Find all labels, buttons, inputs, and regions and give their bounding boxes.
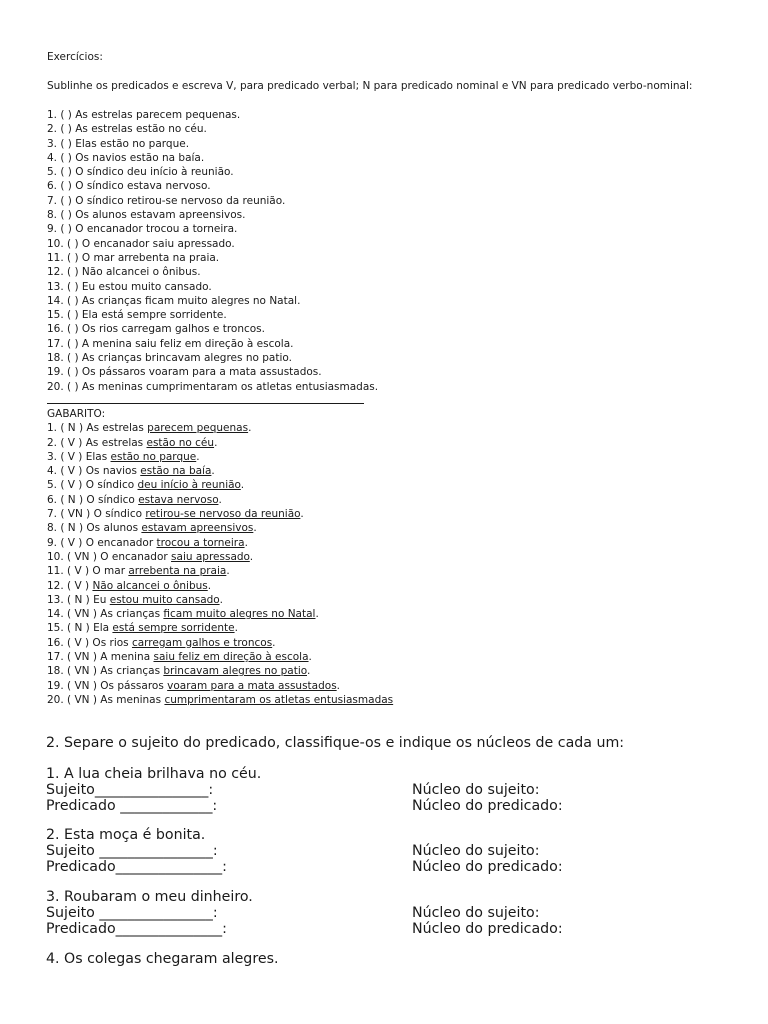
underlined-predicate: estão na baía [140,465,212,478]
gabarito-item [47,636,747,650]
underlined-predicate: saiu feliz em direção à escola [153,651,309,664]
question-3 [46,889,746,937]
underlined-predicate: estavam apreensivos [141,522,254,535]
list-item: 11. ( ) O mar arrebenta na praia. [47,251,220,264]
sujeito-field: Sujeito________________: [46,782,214,798]
answer-prefix: 2. ( V ) As estrelas [47,436,147,449]
answer-row [46,905,746,921]
underlined-predicate: estou muito cansado [109,593,220,606]
list-item: 4. ( ) Os navios estão na baía. [47,151,205,164]
exercises-title: Exercícios: [47,51,103,63]
answer-prefix: 18. ( VN ) As crianças [47,665,164,678]
answer-row [46,782,746,798]
answer-suffix: . [226,565,230,578]
list-item: 8. ( ) Os alunos estavam apreensivos. [47,209,246,222]
nucleo-sujeito-label: Núcleo do sujeito: [412,843,540,859]
answer-suffix: . [218,493,222,506]
gabarito-item [47,521,747,535]
gabarito-list [47,421,747,707]
answer-prefix: 1. ( N ) As estrelas [47,422,148,435]
underlined-predicate: estão no céu [146,436,215,449]
gabarito-section [47,407,747,707]
underlined-predicate: está sempre sorridente [112,622,235,635]
list-item: 2. ( ) As estrelas estão no céu. [47,123,207,136]
predicado-field: Predicado _____________: [46,798,218,814]
answer-prefix: 5. ( V ) O síndico [47,479,138,492]
nucleo-predicado-label: Núcleo do predicado: [412,921,563,937]
predicado-field: Predicado_______________: [46,921,227,937]
answer-suffix: . [248,422,252,435]
underlined-predicate: ficam muito alegres no Natal [163,608,316,621]
list-item: 16. ( ) Os rios carregam galhos e troncos. [47,323,265,336]
gabarito-item [47,621,747,635]
section-divider [47,403,364,404]
gabarito-item [47,664,747,678]
underlined-predicate: carregam galhos e troncos [131,636,273,649]
gabarito-item [47,478,747,492]
answer-row [46,798,746,814]
list-item: 14. ( ) As crianças ficam muito alegres no Natal. [47,294,301,307]
question-sentence: 3. Roubaram o meu dinheiro. [46,889,253,905]
list-item: 5. ( ) O síndico deu início à reunião. [47,166,234,179]
list-item: 12. ( ) Não alcancei o ônibus. [47,266,201,279]
answer-prefix: 13. ( N ) Eu [47,593,110,606]
predicado-field: Predicado_______________: [46,859,227,875]
nucleo-sujeito-label: Núcleo do sujeito: [412,782,540,798]
gabarito-item [47,650,747,664]
gabarito-item [47,550,747,564]
answer-prefix: 4. ( V ) Os navios [47,465,141,478]
list-item: 9. ( ) O encanador trocou a torneira. [47,223,238,236]
answer-suffix: . [249,550,254,563]
answer-suffix: . [207,579,212,592]
nucleo-sujeito-label: Núcleo do sujeito: [412,905,540,921]
exercise2-title: 2. Separe o sujeito do predicado, classifique-os e indique os núcleos de cada um: [46,735,625,751]
gabarito-item [47,579,747,593]
answer-suffix: . [336,679,341,692]
question-1 [46,766,746,814]
answer-suffix: . [272,636,276,649]
gabarito-item [47,564,747,578]
sujeito-field: Sujeito ________________: [46,843,218,859]
answer-prefix: 9. ( V ) O encanador [47,536,157,549]
answer-prefix: 17. ( VN ) A menina [47,651,154,664]
exercise-instruction: Sublinhe os predicados e escreva V, para predicado verbal; N para predicado nominal e VN para predicado verbo-nominal: [47,80,693,92]
underlined-predicate: retirou-se nervoso da reunião [145,508,301,521]
gabarito-item [47,464,747,478]
exercise1-list [47,108,747,394]
list-item: 19. ( ) Os pássaros voaram para a mata assustados. [47,366,322,379]
underlined-predicate: saiu apressado [171,550,250,563]
question-sentence: 4. Os colegas chegaram alegres. [46,951,279,967]
answer-prefix: 8. ( N ) Os alunos [47,522,142,535]
gabarito-item [47,450,747,464]
answer-row [46,921,746,937]
list-item: 3. ( ) Elas estão no parque. [47,137,190,150]
underlined-predicate: parecem pequenas [147,422,249,435]
list-item: 13. ( ) Eu estou muito cansado. [47,280,212,293]
list-item: 6. ( ) O síndico estava nervoso. [47,180,211,193]
underlined-predicate: voaram para a mata assustados [167,679,337,692]
question-4 [46,951,746,967]
gabarito-item [47,536,747,550]
answer-prefix: 6. ( N ) O síndico [47,493,139,506]
answer-suffix: . [253,522,257,535]
underlined-predicate: deu início à reunião [137,479,241,492]
list-item: 1. ( ) As estrelas parecem pequenas. [47,109,241,121]
question-sentence: 1. A lua cheia brilhava no céu. [46,766,262,782]
question-2 [46,827,746,875]
answer-prefix: 14. ( VN ) As crianças [47,608,164,621]
answer-suffix: . [214,436,218,449]
answer-suffix: . [308,651,312,664]
answer-prefix: 7. ( VN ) O síndico [47,508,146,521]
answer-suffix: . [219,593,223,606]
underlined-predicate: Não alcancei o ônibus [92,579,208,592]
answer-suffix: . [300,508,304,521]
sujeito-field: Sujeito ________________: [46,905,218,921]
answer-suffix: . [240,479,245,492]
list-item: 7. ( ) O síndico retirou-se nervoso da reunião. [47,194,286,207]
answer-prefix: 15. ( N ) Ela [47,622,113,635]
nucleo-predicado-label: Núcleo do predicado: [412,798,563,814]
answer-prefix: 19. ( VN ) Os pássaros [47,679,168,692]
gabarito-item [47,607,747,621]
answer-prefix: 10. ( VN ) O encanador [47,550,172,563]
list-item: 15. ( ) Ela está sempre sorridente. [47,309,227,322]
gabarito-item [47,693,747,707]
list-item: 20. ( ) As meninas cumprimentaram os atletas entusiasmadas. [47,380,379,393]
answer-suffix: . [244,536,248,549]
list-item: 10. ( ) O encanador saiu apressado. [47,237,235,250]
answer-prefix: 3. ( V ) Elas [47,450,111,463]
underlined-predicate: cumprimentaram os atletas entusiasmadas [164,693,394,706]
underlined-predicate: trocou a torneira [156,536,245,549]
answer-prefix: 12. ( V ) [47,579,93,592]
answer-suffix: . [196,450,200,463]
answer-suffix: . [307,665,311,678]
answer-prefix: 20. ( VN ) As meninas [47,693,165,706]
underlined-predicate: arrebenta na praia [128,565,227,578]
gabarito-item [47,436,747,450]
gabarito-item [47,493,747,507]
answer-suffix: . [211,465,215,478]
answer-suffix: . [315,608,319,621]
nucleo-predicado-label: Núcleo do predicado: [412,859,563,875]
question-sentence: 2. Esta moça é bonita. [46,827,206,843]
answer-row [46,843,746,859]
gabarito-title: GABARITO: [47,408,106,420]
answer-prefix: 16. ( V ) Os rios [47,636,132,649]
gabarito-item [47,593,747,607]
answer-prefix: 11. ( V ) O mar [47,565,129,578]
list-item: 18. ( ) As crianças brincavam alegres no patio. [47,352,292,365]
list-item: 17. ( ) A menina saiu feliz em direção à escola. [47,337,294,350]
underlined-predicate: brincavam alegres no patio [163,665,307,678]
gabarito-item [47,507,747,521]
gabarito-item [47,421,747,435]
answer-suffix: . [234,622,238,635]
underlined-predicate: estava nervoso [138,493,219,506]
answer-row [46,859,746,875]
underlined-predicate: estão no parque [110,450,197,463]
gabarito-item [47,679,747,693]
